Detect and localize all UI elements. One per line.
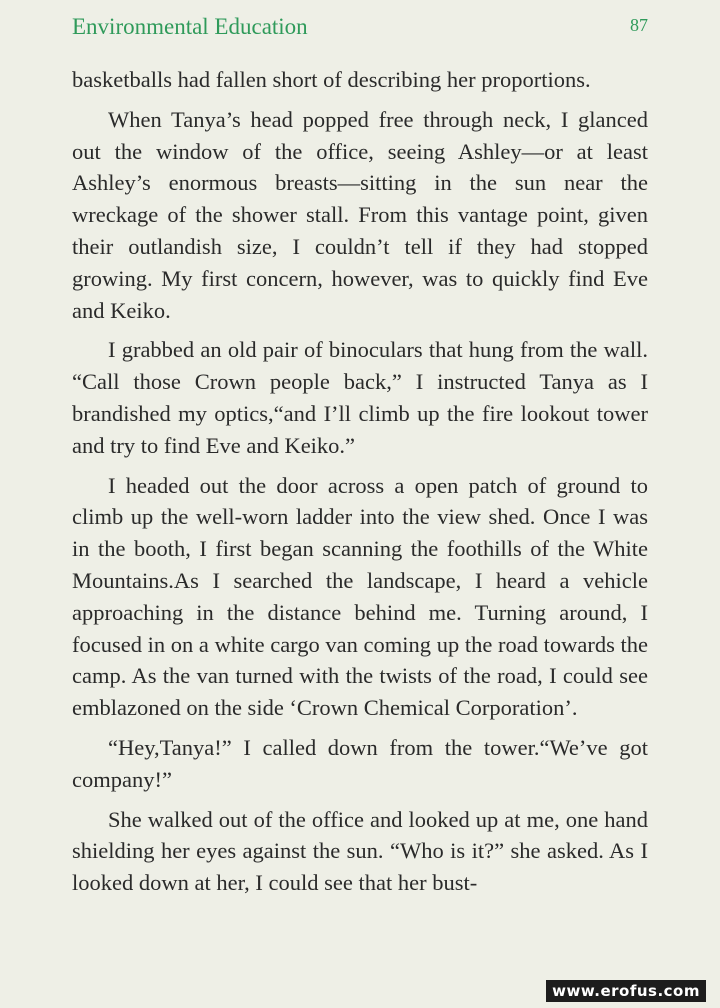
paragraph: When Tanya’s head popped free through neck, I glanced out the window of the office, seeing Ashley—or at least Ashley’s enormous breasts—sitting in the sun near the wreckage of the shower stall. From this vantage point, given their outlandish size, I couldn’t tell if they had stopped growing. My first concern, however, was to quickly find Eve and Keiko. [72,106,648,323]
book-title: Environmental Education [72,14,308,39]
paragraph: basketballs had fallen short of describing her proportions. [72,67,591,92]
paragraph: “Hey,Tanya!” I called down from the tower.“We’ve got company!” [72,734,648,792]
page-number: 87 [630,15,648,35]
body-text [72,64,648,907]
watermark: www.erofus.com [546,980,706,1002]
running-head [72,14,648,44]
paragraph: I grabbed an old pair of binoculars that hung from the wall. “Call those Crown people back,” I instructed Tanya as I brandished my optics,“and I’ll climb up the fire lookout tower and try to find Eve and Keiko.” [72,337,648,458]
paragraph: I headed out the door across a open patch of ground to climb up the well-worn ladder into the view shed. Once I was in the booth, I first began scanning the foothills of the White Mountains.As I searched the landscape, I heard a vehicle approaching in the distance behind me. Turning around, I focused in on a white cargo van coming up the road towards the camp. As the van turned with the twists of the road, I could see emblazoned on the side ‘Crown Chemical Corporation’. [72,472,648,721]
paragraph: She walked out of the office and looked up at me, one hand shielding her eyes against the sun. “Who is it?” she asked. As I looked down at her, I could see that her bust- [72,806,648,896]
